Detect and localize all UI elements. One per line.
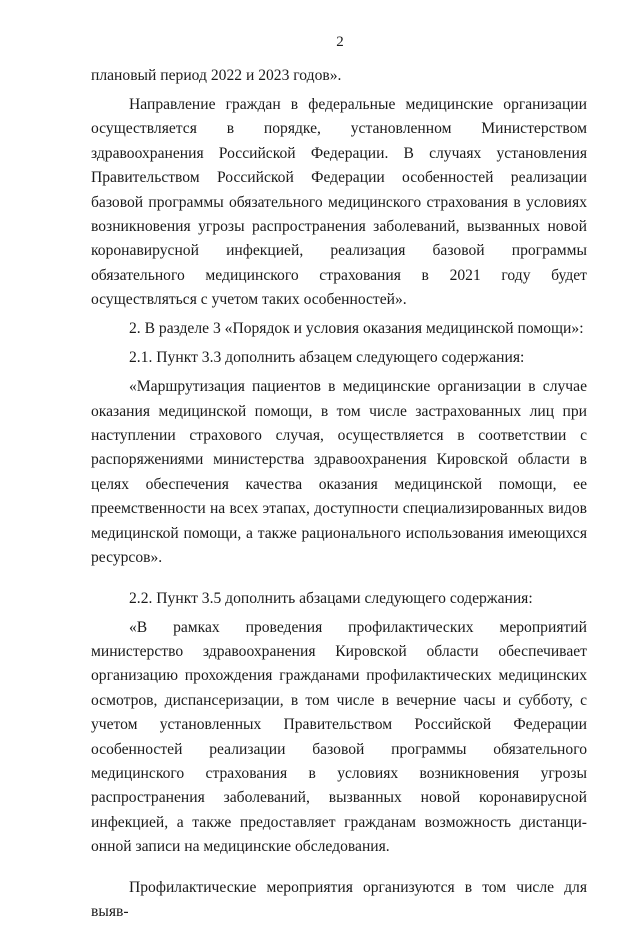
paragraph-6: 2.2. Пункт 3.5 дополнить абзацами следующего содержания: xyxy=(129,589,533,607)
paragraph-3: 2. В разделе 3 «Порядок и условия оказания медицинской помощи»: xyxy=(129,320,584,338)
paragraph-5: «Маршрутизация пациентов в медицинские организации в случае оказания медицинской помощи, в том числе застрахованных лиц при наступлении страхового случая, осуществляется в соответствии с распоряжениями министерства здравоохранения Кировской области в целях обеспечения качества оказания медицинской помощи, ее преемственности на всех этапах, доступности специализированных видов медицинской помощи, а также рационального использования имеющихся ресурсов». xyxy=(91,378,587,567)
paragraph-8: Профилактические мероприятия организуются в том числе для выяв- xyxy=(91,878,587,920)
page-number: 2 xyxy=(336,34,344,50)
paragraph-1: плановый период 2022 и 2023 годов». xyxy=(91,67,342,84)
paragraph-4: 2.1. Пункт 3.3 дополнить абзацем следующего содержания: xyxy=(129,349,525,367)
paragraph-2: Направление граждан в федеральные медицинские организации осуществляется в порядке, установленном Министерством здравоохранения Российской Федерации. В случаях установления Правительством Российской Федерации особенностей реализации базовой программы обязательного медицинского страхования в условиях возникновения угрозы распространения заболеваний, вызванных новой коронавирусной инфекцией, реализация базовой программы обязательного медицинского страхования в 2021 году будет осуществляться с учетом таких особенностей». xyxy=(91,96,587,309)
paragraph-7: «В рамках проведения профилактических мероприятий министерство здравоохранения Кировской области обеспечивает организацию прохождения гражданами профилактических медицинских осмотров, диспансеризации, в том числе в вечерние часы и субботу, с учетом установленных Правительством Российской Федерации особенностей реализации базовой программы обязательного медицинского страхования в условиях возникновения угрозы распространения заболеваний, вызванных новой коронавирусной инфекцией, а также предоставляет гражданам возможность дистанционной записи на медицинские обследования. xyxy=(91,618,587,856)
document-body xyxy=(91,64,587,929)
